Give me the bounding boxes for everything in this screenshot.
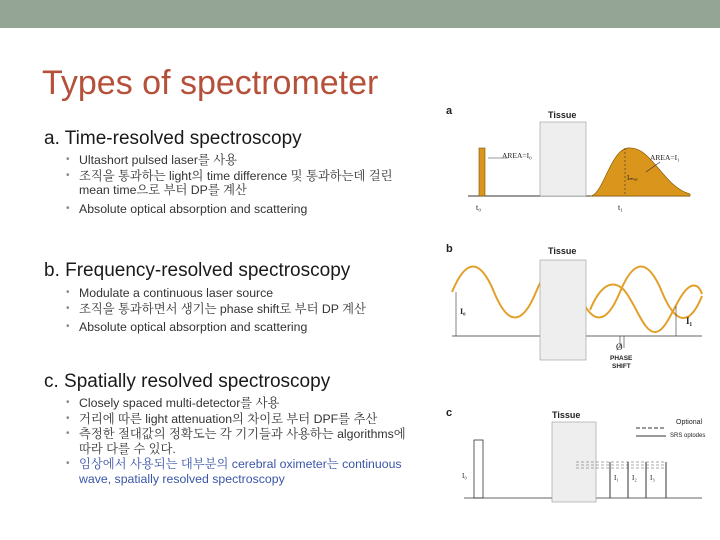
phase-label: PHASE [610,355,633,362]
phi-label: Ø [616,342,623,352]
tissue-block [552,422,596,502]
legend-optional-label: Optional [676,419,703,426]
section-heading-spatially-resolved: c. Spatially resolved spectroscopy [44,371,331,392]
bullet-item: • Absolute optical absorption and scattering [66,320,416,335]
tissue-block [540,260,586,360]
slide-title: Types of spectrometer [42,64,379,102]
t1-label: t₁ [618,203,624,212]
bullet-item: • 조직을 통과하면서 생기는 phase shift로 부터 DP 계산 [66,302,416,317]
tissue-label: Tissue [548,110,577,120]
bullet-item: • Closely spaced multi-detector를 사용 [66,396,416,411]
area0-label: AREA=I₀ [502,151,532,160]
tissue-label: Tissue [548,246,577,256]
incident-pulse [479,148,485,196]
bullet-item: • Absolute optical absorption and scattering [66,202,416,217]
figure-panel-spatially-resolved [440,400,715,525]
i3-label: I₃ [650,474,655,482]
bullet-item: • Ultashort pulsed laser를 사용 [66,153,416,168]
bullet-list-time-resolved [66,153,416,217]
shift-label: SHIFT [612,363,631,370]
i0-label: I₀ [462,472,467,480]
bullet-item: • 임상에서 사용되는 대부분의 cerebral oximeter는 continuous wave, spatially resolved spectroscopy [66,457,416,486]
i0-label: I₀ [460,307,466,316]
i1-label: I₁ [614,474,619,482]
tissue-label: Tissue [552,410,581,420]
tissue-block [540,122,586,196]
imax-label: Iₘₐₓ [627,174,638,182]
panel-letter: b [446,243,453,255]
t0-label: t₀ [476,203,482,212]
figure-panel-time-resolved [440,100,715,225]
area1-label: AREA=I₁ [650,153,680,162]
i1-label: I₁ [686,316,693,326]
i2-label: I₂ [632,474,637,482]
top-bar [0,0,720,28]
bullet-list-frequency-resolved [66,286,416,336]
panel-letter: c [446,407,453,419]
section-heading-time-resolved: a. Time-resolved spectroscopy [44,128,302,149]
panel-letter: a [446,105,453,117]
section-heading-frequency-resolved: b. Frequency-resolved spectroscopy [44,260,351,281]
bullet-item: • Modulate a continuous laser source [66,286,416,301]
source-pulse [474,440,483,498]
bullet-item: • 조직을 통과하는 light의 time difference 및 통과하는데 걸린 mean time으로 부터 DP를 계산 [66,169,416,198]
bullet-item: • 거리에 따른 light attenuation의 차이로 부터 DPF를 추산 [66,412,416,427]
figure-panel-frequency-resolved [440,238,715,373]
legend-sr-label: SRS optodes [670,433,706,439]
bullet-list-spatially-resolved [66,396,416,488]
bullet-item: • 측정한 절대값의 정확도는 각 기기들과 사용하는 algorithms에 따라 다를 수 있다. [66,427,416,456]
